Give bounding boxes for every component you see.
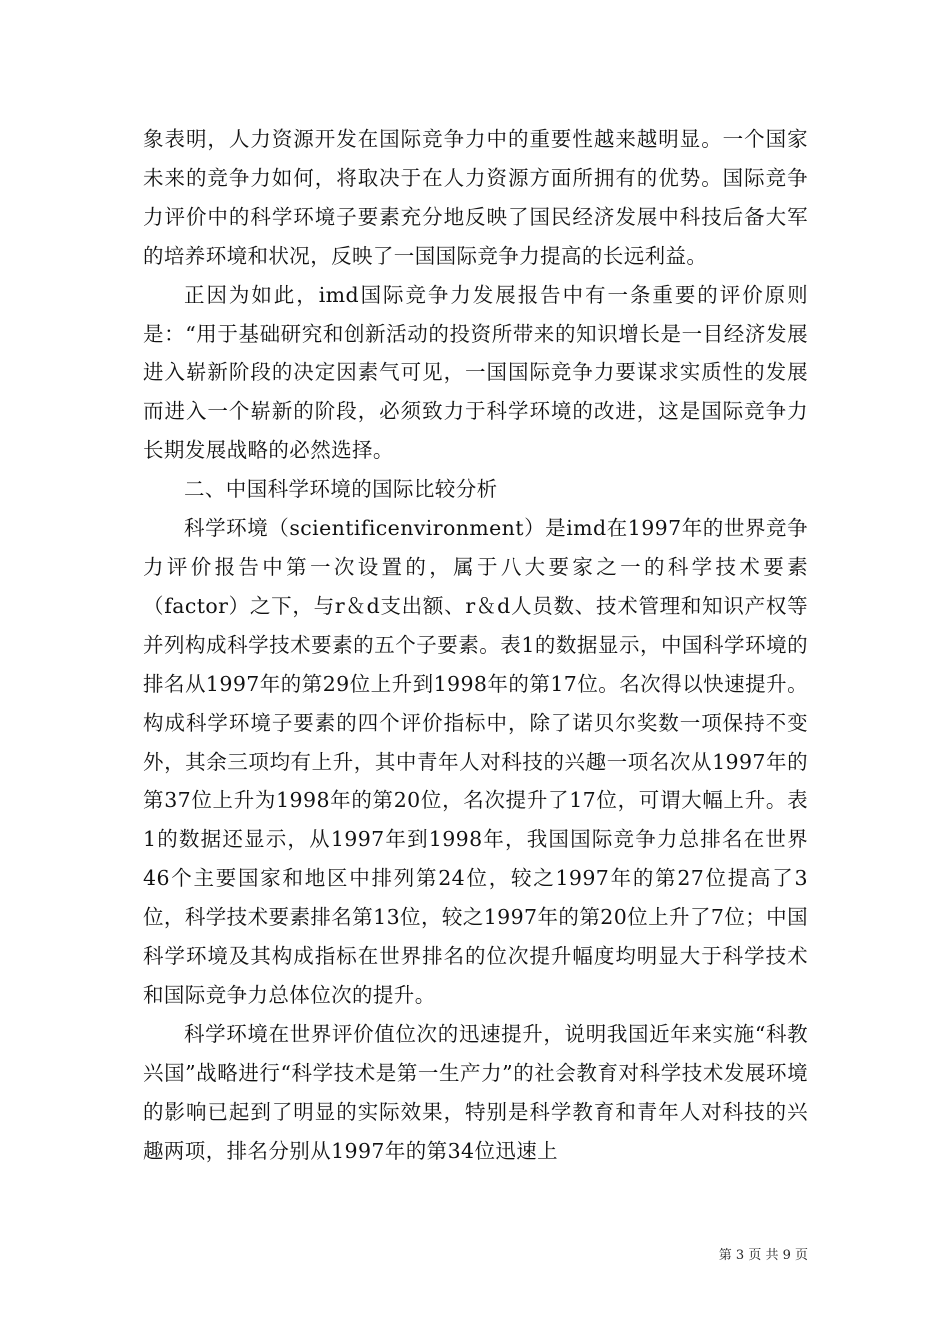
section-heading: 二、中国科学环境的国际比较分析 xyxy=(184,477,498,502)
document-body xyxy=(143,120,808,1170)
paragraph-1: 象表明，人力资源开发在国际竞争力中的重要性越来越明显。一个国家未来的竞争力如何，将取决于在人力资源方面所拥有的优势。国际竞争力评价中的科学环境子要素充分地反映了国民经济发展中科技后备大军的培养环境和状况，反映了一国国际竞争力提高的长远利益。 xyxy=(143,127,808,268)
paragraph-4: 科学环境（scientificenvironment）是imd在1997年的世界竞争力评价报告中第一次设置的，属于八大要家之一的科学技术要素（factor）之下，与r＆d支出额、r＆d人员数、技术管理和知识产权等并列构成科学技术要素的五个子要素。表1的数据显示，中国科学环境的排名从1997年的第29位上升到1998年的第17位。名次得以快速提升。构成科学环境子要素的四个评价指标中，除了诺贝尔奖数一项保持不变外，其余三项均有上升，其中青年人对科技的兴趣一项名次从1997年的第37位上升为1998年的第20位，名次提升了17位，可谓大幅上升。表1的数据还显示，从1997年到1998年，我国国际竞争力总排名在世界46个主要国家和地区中排列第24位，较之1997年的第27位提高了3位，科学技术要素排名第13位，较之1997年的第20位上升了7位；中国科学环境及其构成指标在世界排名的位次提升幅度均明显大于科学技术和国际竞争力总体位次的提升。 xyxy=(143,516,808,1007)
paragraph-5: 科学环境在世界评价值位次的迅速提升，说明我国近年来实施“科教兴国”战略进行“科学技术是第一生产力”的社会教育对科学技术发展环境的影响已起到了明显的实际效果，特别是科学教育和青年人对科技的兴趣两项，排名分别从1997年的第34位迅速上 xyxy=(143,1021,808,1163)
page-number-footer: 第 3 页 共 9 页 xyxy=(718,1248,808,1263)
paragraph-2: 正因为如此，imd国际竞争力发展报告中有一条重要的评价原则是：“用于基础研究和创新活动的投资所带来的知识增长是一目经济发展进入崭新阶段的决定因素气可见，一国国际竞争力要谋求实质性的发展而进入一个崭新的阶段，必须致力于科学环境的改进，这是国际竞争力长期发展战略的必然选择。 xyxy=(143,282,808,463)
